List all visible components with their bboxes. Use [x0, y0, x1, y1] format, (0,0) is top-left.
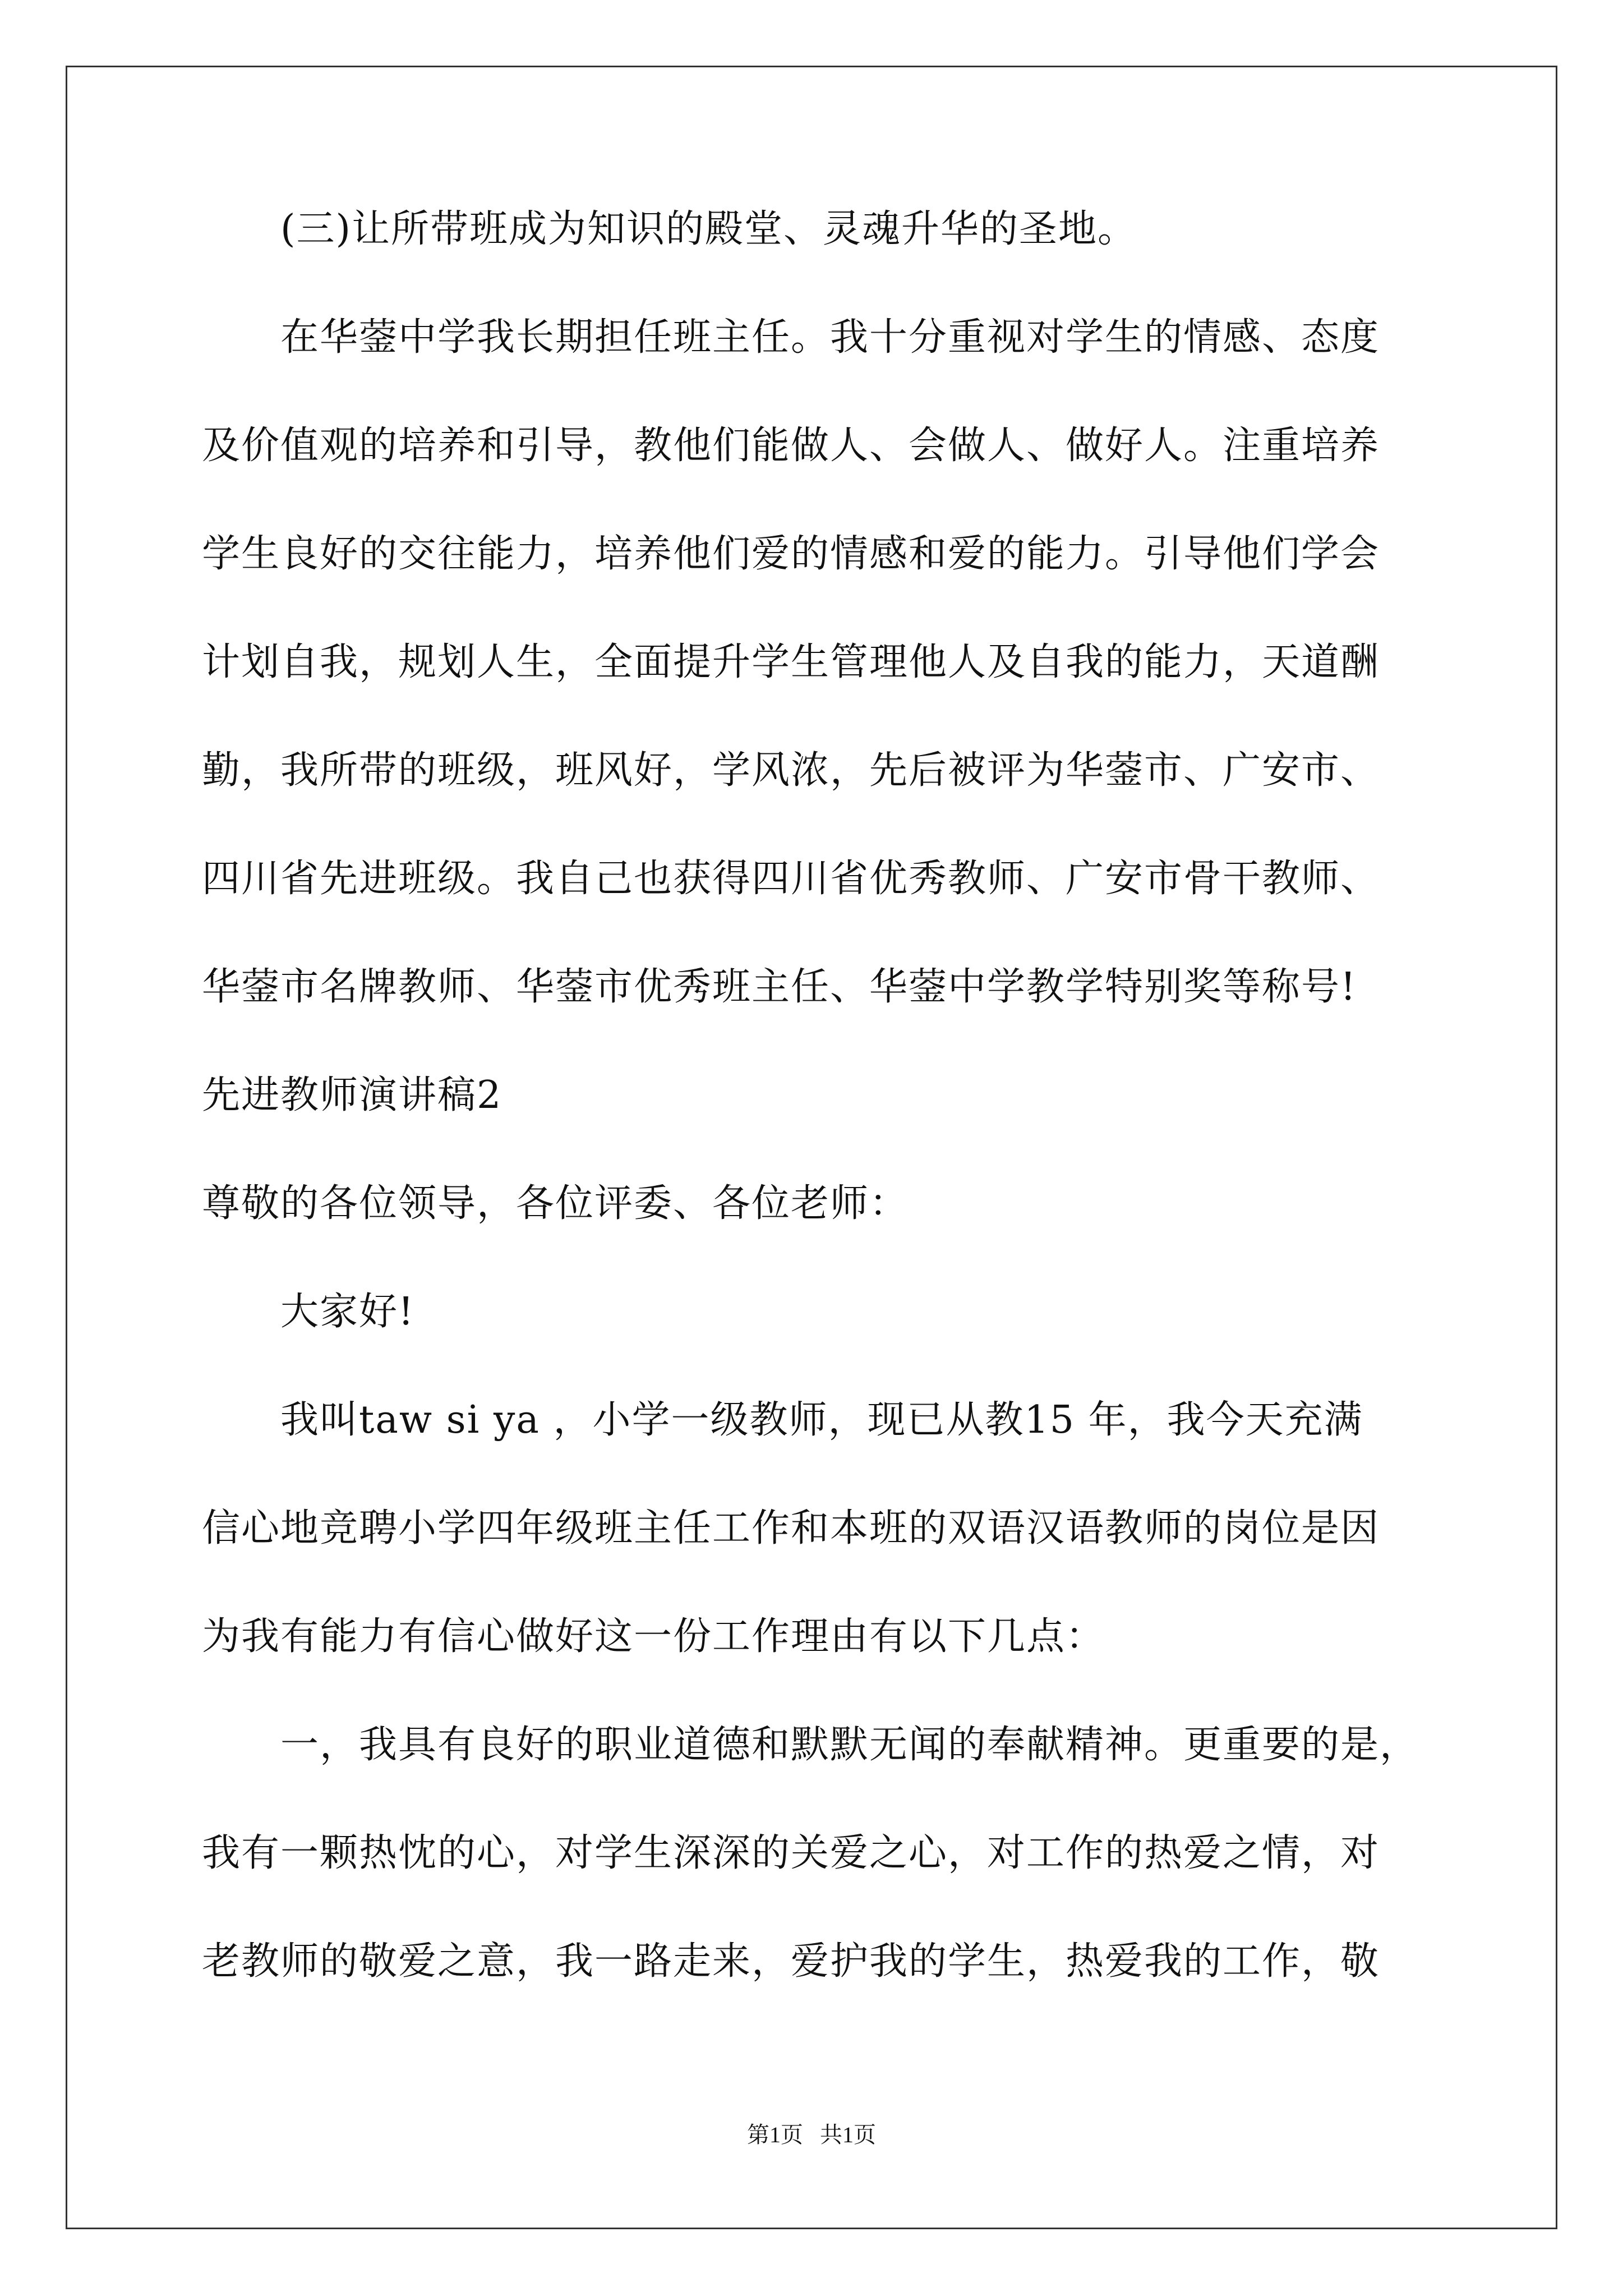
paragraph-line: 信心地竞聘小学四年级班主任工作和本班的双语汉语教师的岗位是因	[202, 1506, 1380, 1550]
paragraph-line: 一，我具有良好的职业道德和默默无闻的奉献精神。更重要的是，	[280, 1723, 1419, 1767]
paragraph-line: 在华蓥中学我长期担任班主任。我十分重视对学生的情感、态度	[280, 315, 1380, 360]
greeting: 大家好!	[280, 1290, 415, 1334]
paragraph-line: 计划自我，规划人生，全面提升学生管理他人及自我的能力，天道酬	[202, 640, 1380, 684]
paragraph-line: 我有一颗热忱的心，对学生深深的关爱之心，对工作的热爱之情，对	[202, 1831, 1380, 1875]
paragraph-line: 我叫taw si ya ，小学一级教师，现已从教15 年，我今天充满	[280, 1398, 1363, 1442]
paragraph-line: 及价值观的培养和引导，教他们能做人、会做人、做好人。注重培养	[202, 424, 1380, 468]
salutation: 尊敬的各位领导，各位评委、各位老师：	[202, 1181, 909, 1226]
section-title: 先进教师演讲稿2	[202, 1073, 502, 1117]
paragraph-line: 老教师的敬爱之意，我一路走来，爱护我的学生，热爱我的工作，敬	[202, 1939, 1380, 1984]
page-footer: 第1页 共1页	[747, 2122, 876, 2147]
paragraph-line: (三)让所带班成为知识的殿堂、灵魂升华的圣地。	[280, 207, 1137, 251]
paragraph-line: 四川省先进班级。我自己也获得四川省优秀教师、广安市骨干教师、	[202, 857, 1380, 901]
paragraph-line: 勤，我所带的班级，班风好，学风浓，先后被评为华蓥市、广安市、	[202, 748, 1380, 793]
paragraph-line: 为我有能力有信心做好这一份工作理由有以下几点：	[202, 1614, 1105, 1659]
document-body	[202, 207, 1424, 2051]
paragraph-line: 华蓥市名牌教师、华蓥市优秀班主任、华蓥中学教学特别奖等称号!	[202, 965, 1357, 1009]
paragraph-line: 学生良好的交往能力，培养他们爱的情感和爱的能力。引导他们学会	[202, 532, 1380, 576]
